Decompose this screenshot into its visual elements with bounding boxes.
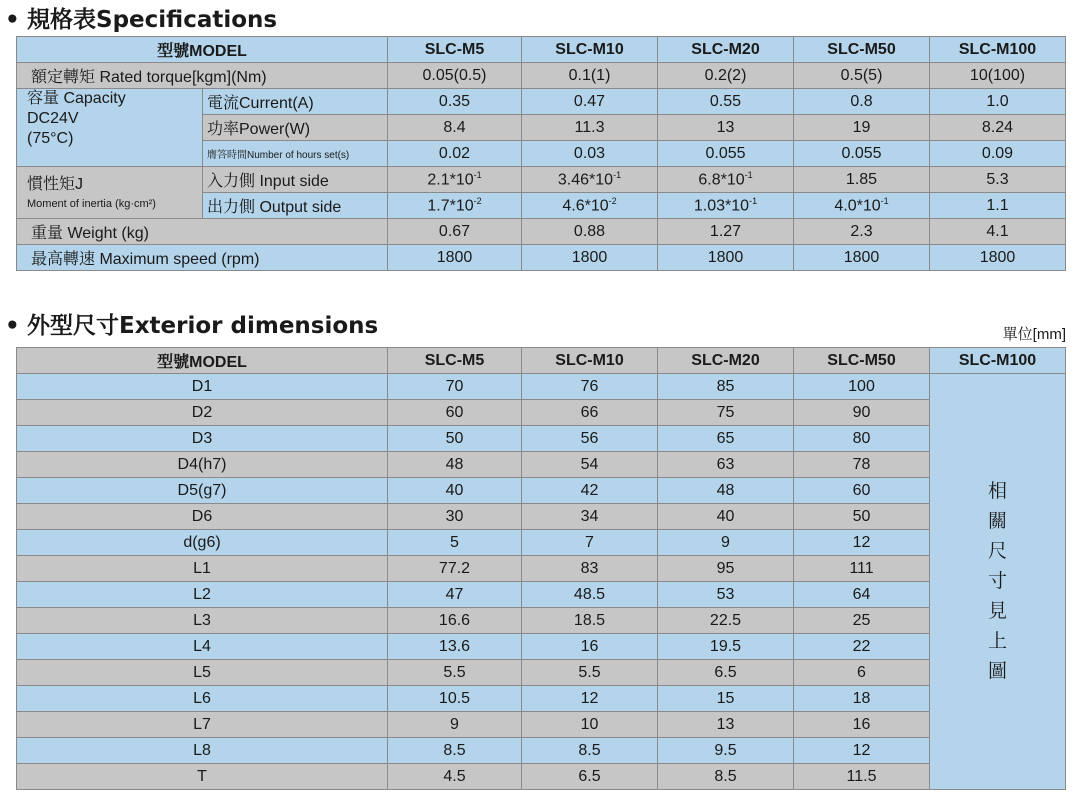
table-cell: 48.5 [522,582,658,608]
dimension-row [17,686,1066,712]
dimension-row [17,426,1066,452]
spec-title: 規格表Specifications [27,7,278,33]
table-cell: $1.03*10^{-1}$ [658,193,794,219]
table-cell: 1.27 [658,219,794,245]
dimension-label: L2 [17,582,388,608]
table-cell: 66 [522,400,658,426]
table-cell: 6 [794,660,930,686]
dimension-row [17,452,1066,478]
inertia-input-row [17,167,1066,193]
table-cell: 63 [658,452,794,478]
table-cell: 1800 [658,245,794,271]
table-cell: $1.7*10^{-2}$ [388,193,522,219]
table-cell: 18.5 [522,608,658,634]
dimension-label: L5 [17,660,388,686]
table-cell: 60 [794,478,930,504]
row-label: 出力側 Output side [203,193,388,219]
dimension-row [17,400,1066,426]
spec-heading [5,1,277,34]
dimension-row [17,634,1066,660]
table-cell: 8.24 [930,115,1066,141]
table-cell: 0.47 [522,89,658,115]
model-header: SLC-M100 [930,348,1066,374]
row-label: 額定轉矩 Rated torque[kgm](Nm) [17,63,388,89]
table-cell: 50 [794,504,930,530]
dimension-label: T [17,764,388,790]
model-header: SLC-M5 [388,348,522,374]
dimension-label: L1 [17,556,388,582]
table-cell: 12 [794,530,930,556]
table-cell: 47 [388,582,522,608]
table-cell: 53 [658,582,794,608]
spec-table [16,36,1066,271]
table-cell: 48 [388,452,522,478]
table-cell: 1800 [522,245,658,271]
model-header: SLC-M20 [658,348,794,374]
table-cell: 70 [388,374,522,400]
unit-label: 單位[mm] [1002,326,1066,343]
table-cell: 77.2 [388,556,522,582]
table-cell: 19.5 [658,634,794,660]
table-cell: 76 [522,374,658,400]
table-cell: 9 [658,530,794,556]
merged-note: 相 關 尺 寸 見 上 圖 [930,374,1066,790]
table-cell: 75 [658,400,794,426]
table-cell: 18 [794,686,930,712]
dimension-row [17,608,1066,634]
table-cell: 13 [658,712,794,738]
table-cell: 30 [388,504,522,530]
table-cell: 78 [794,452,930,478]
table-cell: 8.5 [522,738,658,764]
table-cell: 10.5 [388,686,522,712]
table-cell: 13 [658,115,794,141]
row-label: 最高轉速 Maximum speed (rpm) [17,245,388,271]
table-cell: 12 [794,738,930,764]
table-cell: 16 [794,712,930,738]
table-cell: 83 [522,556,658,582]
table-cell: 100 [794,374,930,400]
table-cell: 5.5 [522,660,658,686]
table-cell: 0.67 [388,219,522,245]
dimension-label: D3 [17,426,388,452]
table-cell: 5.3 [930,167,1066,193]
table-cell: 9 [388,712,522,738]
table-cell: 8.5 [388,738,522,764]
table-cell: 40 [658,504,794,530]
table-cell: 8.5 [658,764,794,790]
dimension-row [17,530,1066,556]
table-cell: 11.5 [794,764,930,790]
table-cell: 0.8 [794,89,930,115]
table-cell: $4.6*10^{-2}$ [522,193,658,219]
dimension-row [17,556,1066,582]
table-cell: 10 [522,712,658,738]
table-cell: 0.09 [930,141,1066,167]
dimension-row [17,738,1066,764]
dims-title: 外型尺寸Exterior dimensions [27,313,379,339]
table-cell: 25 [794,608,930,634]
dimension-label: L3 [17,608,388,634]
dimension-row [17,582,1066,608]
dims-table [16,347,1066,790]
table-cell: 7 [522,530,658,556]
model-header: SLC-M50 [794,37,930,63]
table-cell: 22 [794,634,930,660]
table-cell: 56 [522,426,658,452]
dimension-label: D1 [17,374,388,400]
table-cell: $3.46*10^{-1}$ [522,167,658,193]
row-label: 入力側 Input side [203,167,388,193]
table-cell: 5 [388,530,522,556]
capacity-group-label: 容量 Capacity DC24V (75°C) [17,89,203,167]
row-label: 重量 Weight (kg) [17,219,388,245]
header-row [17,348,1066,374]
table-cell: 11.3 [522,115,658,141]
table-cell: 0.1(1) [522,63,658,89]
table-cell: 8.4 [388,115,522,141]
table-cell: 5.5 [388,660,522,686]
table-cell: 2.3 [794,219,930,245]
table-cell: 90 [794,400,930,426]
dimension-row [17,374,1066,400]
dimension-row [17,712,1066,738]
model-header: SLC-M10 [522,348,658,374]
table-cell: 0.03 [522,141,658,167]
dimension-label: D2 [17,400,388,426]
dimension-label: L6 [17,686,388,712]
table-cell: 1800 [930,245,1066,271]
rated-torque-row [17,63,1066,89]
model-header: SLC-M50 [794,348,930,374]
dimension-row [17,504,1066,530]
model-header: 型號MODEL [17,37,388,63]
dimension-label: D4(h7) [17,452,388,478]
table-cell: 4.5 [388,764,522,790]
table-cell: 1800 [388,245,522,271]
capacity-current-row [17,89,1066,115]
dims-heading [5,307,378,340]
table-cell: 50 [388,426,522,452]
table-cell: 1800 [794,245,930,271]
table-cell: 6.5 [658,660,794,686]
model-header: 型號MODEL [17,348,388,374]
inertia-group-label: 慣性矩J Moment of inertia (kg·cm²) [17,167,203,219]
table-cell: 1.0 [930,89,1066,115]
table-cell: 13.6 [388,634,522,660]
table-cell: 40 [388,478,522,504]
table-cell: 22.5 [658,608,794,634]
model-header: SLC-M5 [388,37,522,63]
bullet-icon: • [5,313,20,339]
table-cell: 15 [658,686,794,712]
table-cell: 85 [658,374,794,400]
table-cell: 4.1 [930,219,1066,245]
table-cell: 10(100) [930,63,1066,89]
table-cell: 16.6 [388,608,522,634]
weight-row [17,219,1066,245]
table-cell: 1.85 [794,167,930,193]
table-cell: 19 [794,115,930,141]
model-header: SLC-M10 [522,37,658,63]
table-cell: 80 [794,426,930,452]
dimension-row [17,660,1066,686]
row-label: 功率Power(W) [203,115,388,141]
table-cell: 12 [522,686,658,712]
table-cell: 0.05(0.5) [388,63,522,89]
dimension-label: D5(g7) [17,478,388,504]
dimension-label: d(g6) [17,530,388,556]
table-cell: 16 [522,634,658,660]
table-cell: 95 [658,556,794,582]
header-row [17,37,1066,63]
table-cell: 6.5 [522,764,658,790]
table-cell: 34 [522,504,658,530]
model-header: SLC-M100 [930,37,1066,63]
table-cell: 9.5 [658,738,794,764]
table-cell: 0.2(2) [658,63,794,89]
model-header: SLC-M20 [658,37,794,63]
max_speed-row [17,245,1066,271]
table-cell: 54 [522,452,658,478]
table-cell: 42 [522,478,658,504]
table-cell: 48 [658,478,794,504]
dimension-label: L4 [17,634,388,660]
dimension-row [17,478,1066,504]
table-cell: 65 [658,426,794,452]
table-cell: 64 [794,582,930,608]
table-cell: 60 [388,400,522,426]
table-cell: 0.55 [658,89,794,115]
dimension-label: L8 [17,738,388,764]
row-label: 膺答時間Number of hours set(s) [203,141,388,167]
bullet-icon: • [5,7,20,33]
table-cell: $2.1*10^{-1}$ [388,167,522,193]
table-cell: 111 [794,556,930,582]
table-cell: $4.0*10^{-1}$ [794,193,930,219]
dimension-label: L7 [17,712,388,738]
table-cell: 0.055 [658,141,794,167]
dimension-row [17,764,1066,790]
table-cell: 0.5(5) [794,63,930,89]
table-cell: 0.88 [522,219,658,245]
table-cell: 1.1 [930,193,1066,219]
dimension-label: D6 [17,504,388,530]
table-cell: 0.35 [388,89,522,115]
table-cell: 0.055 [794,141,930,167]
table-cell: 0.02 [388,141,522,167]
row-label: 電流Current(A) [203,89,388,115]
table-cell: $6.8*10^{-1}$ [658,167,794,193]
